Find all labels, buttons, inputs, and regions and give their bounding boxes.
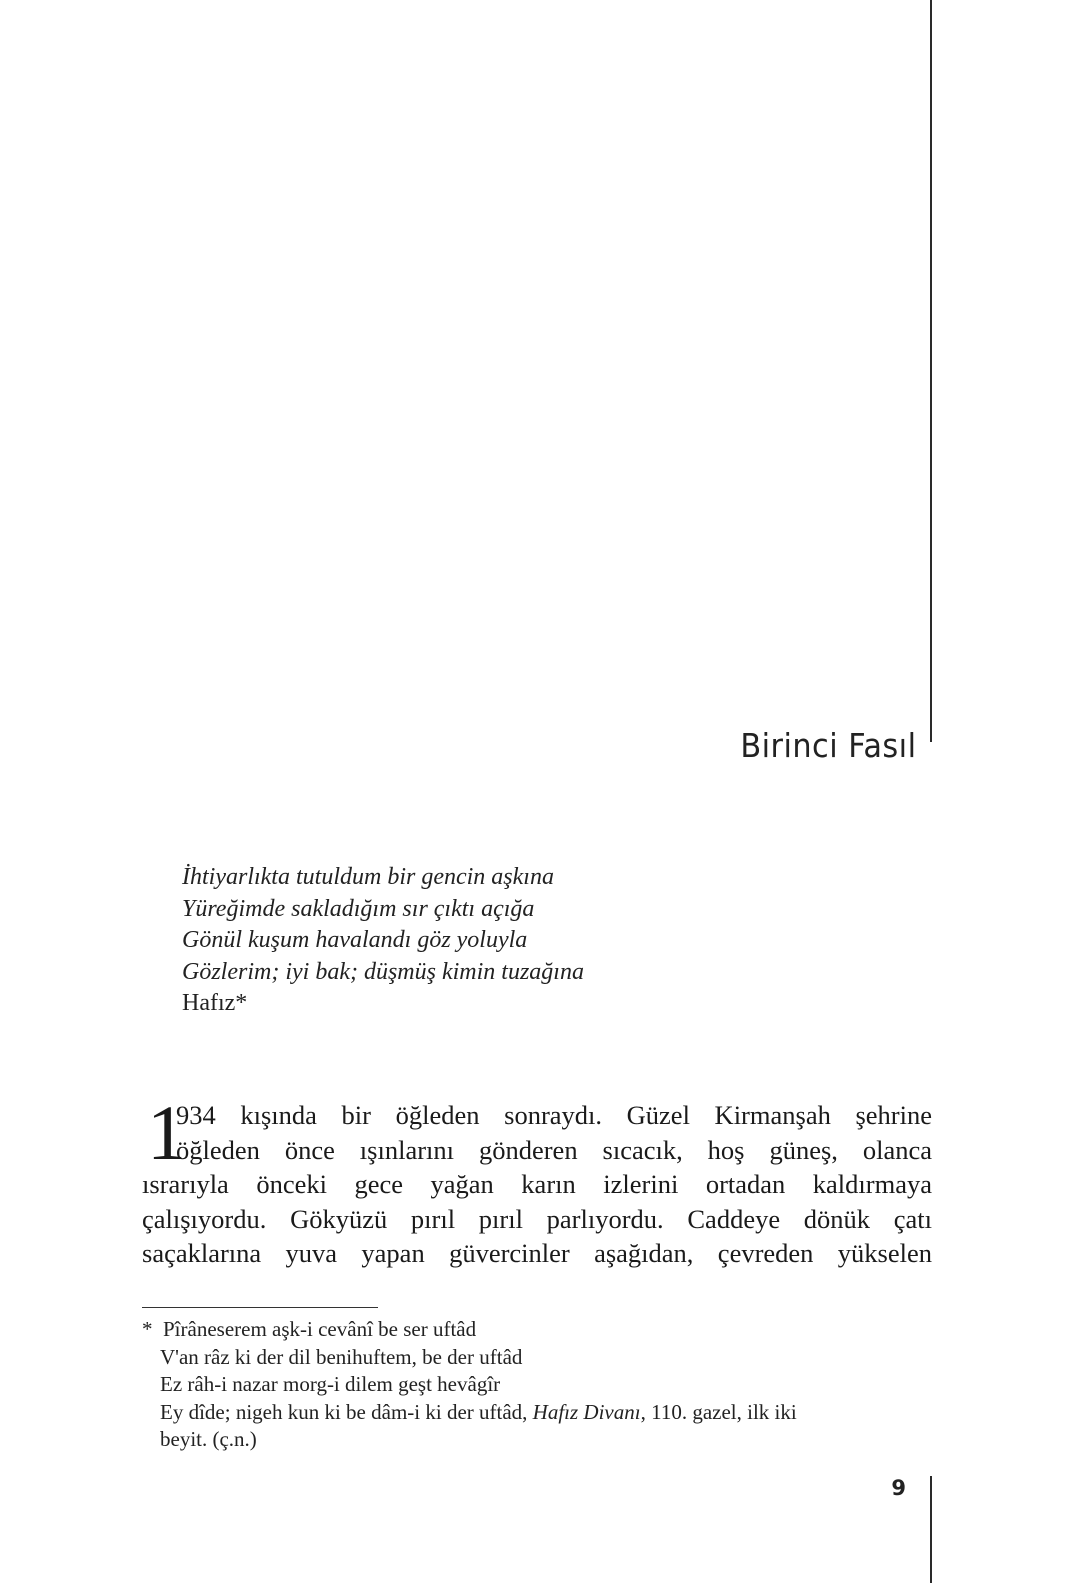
page-number: 9 bbox=[891, 1476, 906, 1500]
footnote-line: V'an râz ki der dil benihuftem, be der uftâd bbox=[160, 1344, 523, 1369]
epigraph-attribution: Hafız* bbox=[182, 990, 248, 1016]
epigraph-verse: Gönül kuşum havalandı göz yoluyla bbox=[182, 927, 528, 953]
drop-cap: 1 bbox=[147, 1089, 186, 1176]
footnote-marker: * bbox=[142, 1317, 153, 1341]
body-line: öğleden önce ışınlarını gönderen sıcacık, hoş güneş, olanca bbox=[176, 1134, 932, 1165]
epigraph-verse: Yüreğimde sakladığım sır çıktı açığa bbox=[182, 895, 535, 922]
footnote-separator bbox=[142, 1307, 378, 1308]
page-edge-rule-top bbox=[930, 0, 932, 742]
footnote-line bbox=[142, 1399, 932, 1427]
footnote-line: Ez râh-i nazar morg-i dilem geşt hevâgîr bbox=[160, 1372, 501, 1396]
body-line: ısrarıyla önceki gece yağan karın izlerini ortadan kaldırmaya bbox=[142, 1169, 932, 1199]
footnote-text: , 110. gazel, ilk iki bbox=[640, 1399, 797, 1424]
footnote-book-title: Hafız Divanı bbox=[532, 1399, 641, 1424]
body-line: saçaklarına yuva yapan güvercinler aşağıdan, çevreden yükselen bbox=[142, 1238, 932, 1268]
footnote-text: Ey dîde; nigeh kun ki be dâm-i ki der uftâd, bbox=[160, 1399, 533, 1424]
epigraph-verse: İhtiyarlıkta tutuldum bir gencin aşkına bbox=[182, 864, 554, 890]
body-line: çalışıyordu. Gökyüzü pırıl pırıl parlıyordu. Caddeye dönük çatı bbox=[142, 1203, 932, 1234]
page-edge-rule-bottom bbox=[930, 1476, 932, 1583]
chapter-title: Birinci Fasıl bbox=[739, 726, 916, 766]
footnote bbox=[142, 1316, 932, 1454]
body-paragraph bbox=[142, 1098, 932, 1271]
epigraph bbox=[182, 862, 584, 1020]
footnote-text: Pîrâneserem aşk-i cevânî be ser uftâd bbox=[163, 1317, 477, 1341]
footnote-line: beyit. (ç.n.) bbox=[160, 1427, 257, 1451]
body-line: 934 kışında bir öğleden sonraydı. Güzel Kirmanşah şehrine bbox=[176, 1100, 932, 1130]
footnote-line bbox=[142, 1316, 932, 1344]
epigraph-verse: Gözlerim; iyi bak; düşmüş kimin tuzağına bbox=[182, 958, 584, 985]
